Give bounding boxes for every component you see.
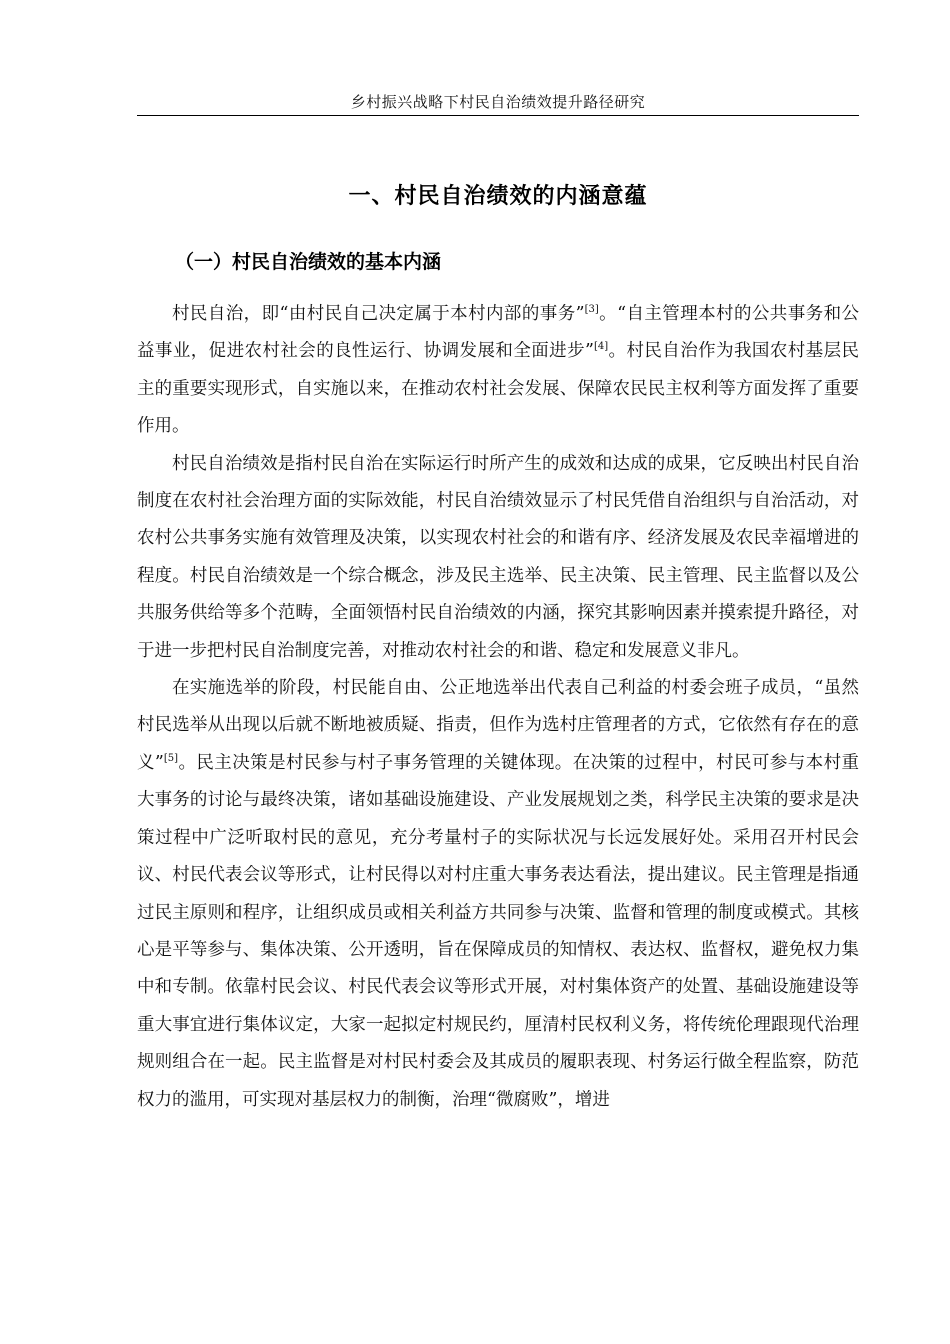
paragraph-1-part-c: 。村民自治作为我国农村基层民主的重要实现形式，自实施以来，在推动农村社会发展、保障农民民主权利等方面发挥了重要作用。 bbox=[137, 341, 860, 437]
paragraph-3-part-a: 在实施选举的阶段，村民能自由、公正地选举出代表自己利益的村委会班子成员，“虽然村民选举从出现以后就不断地被质疑、指责，但作为选村庄管理者的方式，它依然有存在的意义” bbox=[137, 678, 859, 773]
header-rule bbox=[137, 115, 859, 116]
chapter-title: 一、村民自治绩效的内涵意蕴 bbox=[348, 184, 648, 209]
paragraph-3 bbox=[137, 670, 859, 1119]
paragraph-1-part-a: 村民自治，即“由村民自己决定属于本村内部的事务” bbox=[172, 304, 585, 324]
running-header: 乡村振兴战略下村民自治绩效提升路径研究 bbox=[350, 93, 646, 111]
citation-4: [4] bbox=[593, 341, 609, 353]
paragraph-2: 村民自治绩效是指村民自治在实际运行时所产生的成效和达成的成果，它反映出村民自治制度在农村社会治理方面的实际效能，村民自治绩效显示了村民凭借自治组织与自治活动，对农村公共事务实施有效管理及决策，以实现农村社会的和谐有序、经济发展及农民幸福增进的程度。村民自治绩效是一个综合概念，涉及民主选举、民主决策、民主管理、民主监督以及公共服务供给等多个范畴，全面领悟村民自治绩效的内涵，探究其影响因素并摸索提升路径，对于进一步把村民自治制度完善，对推动农村社会的和谐、稳定和发展意义非凡。 bbox=[137, 453, 859, 661]
citation-5: [5] bbox=[163, 753, 179, 765]
paragraph-1-part-b: 。“自主管理本村的公共事务和公益事业，促进农村社会的良性运行、协调发展和全面进步” bbox=[137, 304, 859, 362]
citation-3: [3] bbox=[584, 304, 599, 316]
section-title: （一）村民自治绩效的基本内涵 bbox=[175, 251, 442, 273]
paragraph-3-part-b: 。民主决策是村民参与村子事务管理的关键体现。在决策的过程中，村民可参与本村重大事务的讨论与最终决策，诸如基础设施建设、产业发展规划之类，科学民主决策的要求是决策过程中广泛听取村民的意见，充分考量村子的实际状况与长远发展好处。采用召开村民会议、村民代表会议等形式，让村民得以对村庄重大事务表达看法，提出建议。民主管理是指通过民主原则和程序，让组织成员或相关利益方共同参与决策、监督和管理的制度或模式。其核心是平等参与、集体决策、公开透明，旨在保障成员的知情权、表达权、监督权，避免权力集中和专制。依靠村民会议、村民代表会议等形式开展，对村集体资产的处置、基础设施建设等重大事宜进行集体议定，大家一起拟定村规民约，厘清村民权利义务，将传统伦理跟现代治理规则组合在一起。民主监督是对村民村委会及其成员的履职表现、村务运行做全程监察，防范权力的滥用，可实现对基层权力的制衡，治理“微腐败”，增进 bbox=[137, 752, 859, 1110]
body-text bbox=[137, 296, 859, 1119]
paragraph-1 bbox=[137, 296, 859, 446]
